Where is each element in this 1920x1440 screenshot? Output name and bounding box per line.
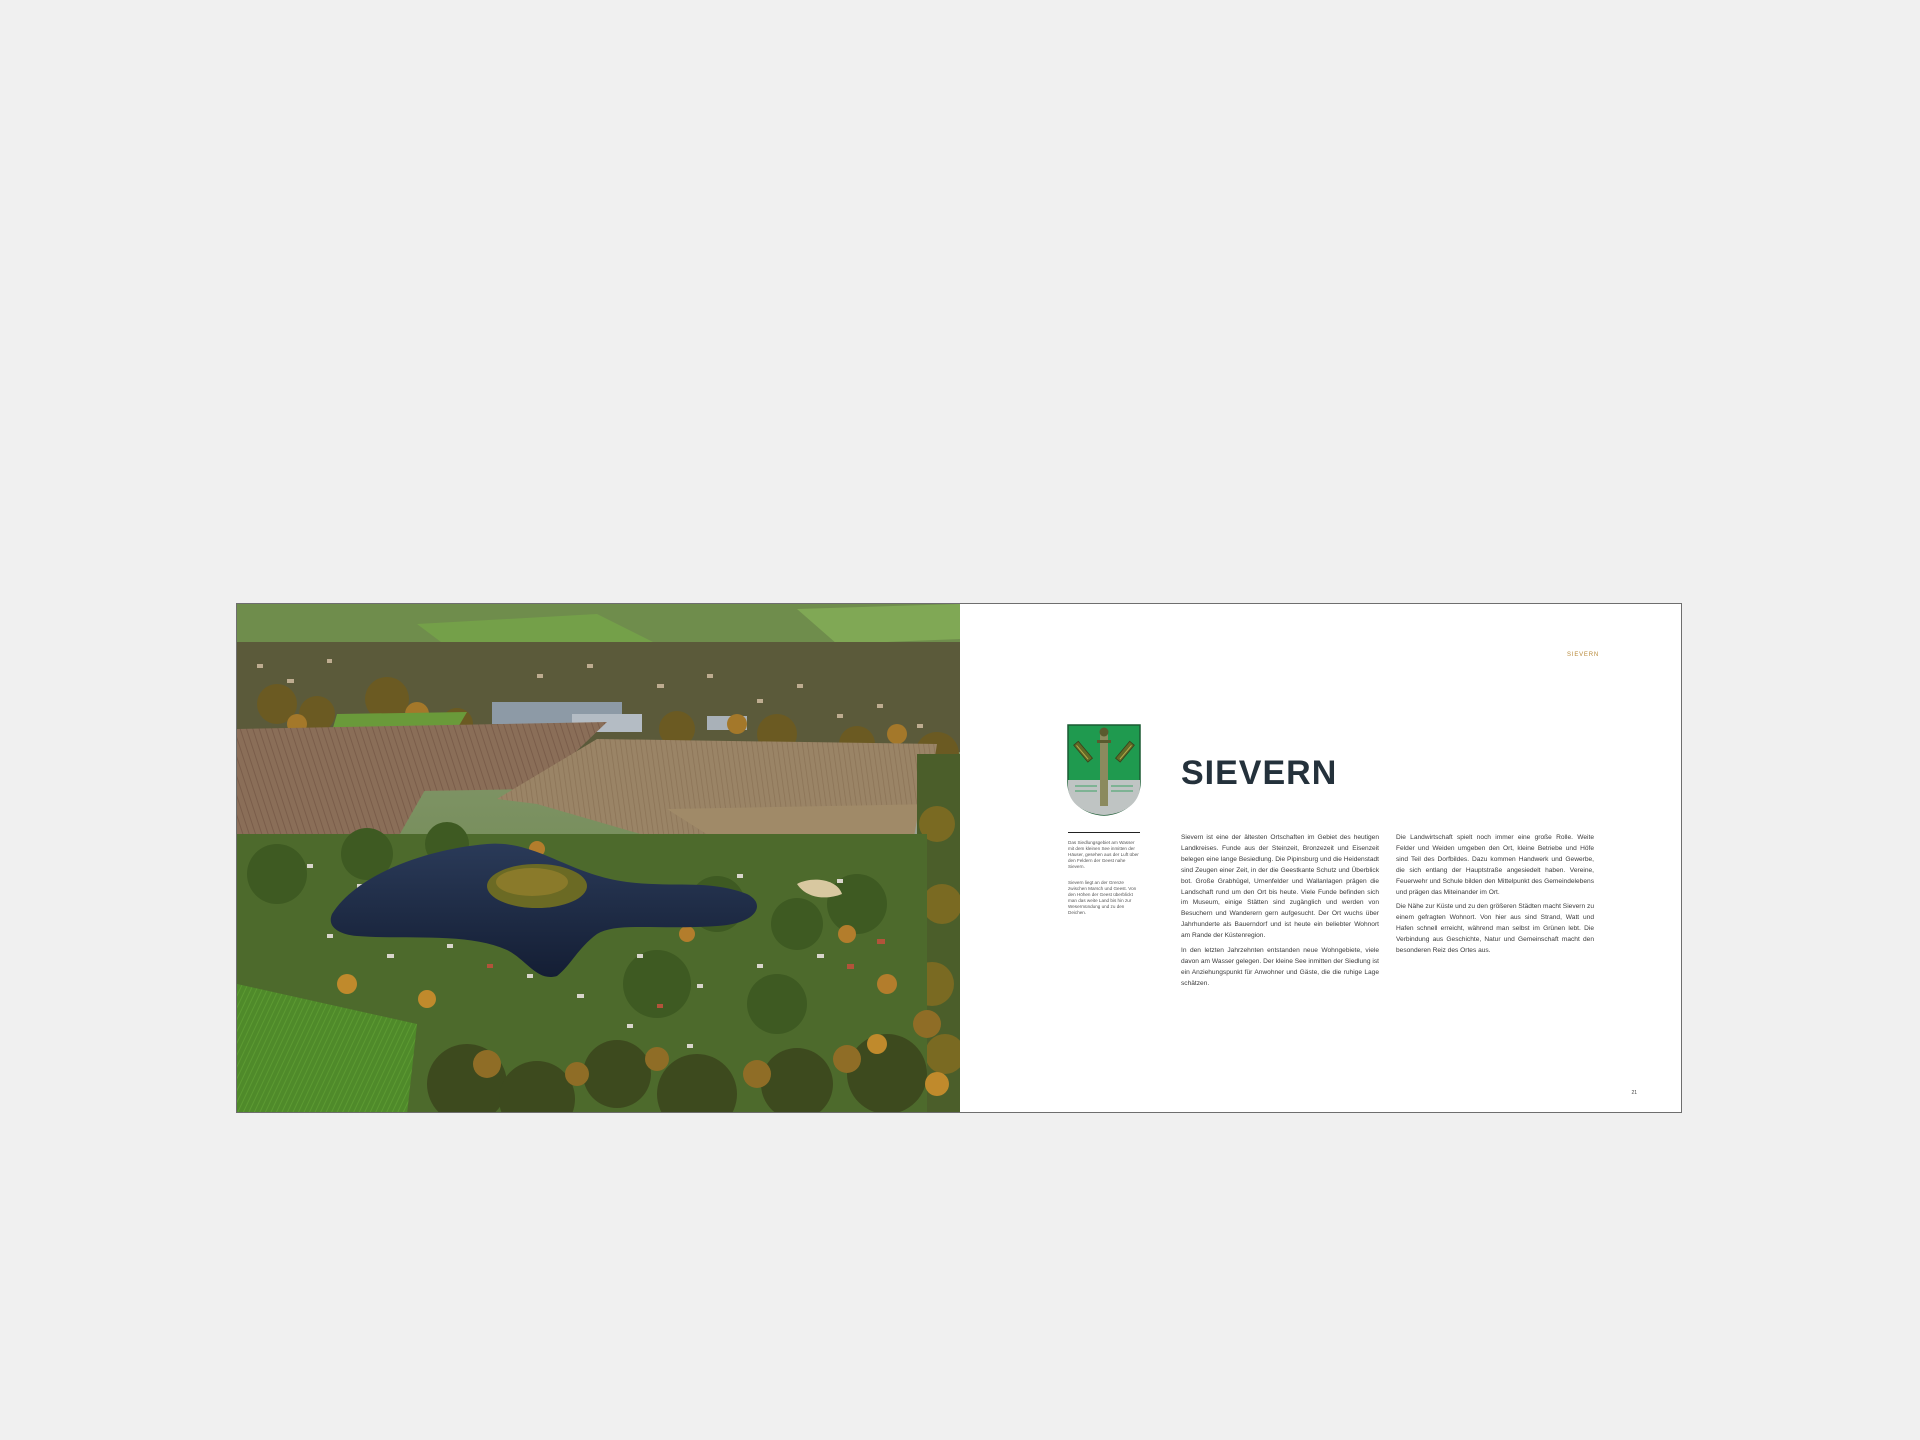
sidebar-paragraph: Das Siedlungsgebiet am Wasser mit dem kleinen See inmitten der Häuser, gesehen aus der Luft über den Feldern der Geest nahe Sievern. [1068, 840, 1139, 869]
body-paragraph: In den letzten Jahrzehnten entstanden neue Wohngebiete, viele davon am Wasser gelegen. Der kleine See inmitten der Siedlung ist ein Anziehungspunkt für Anwohner und Gäste, die die ruhige Lage schätzen. [1181, 947, 1379, 987]
page-title: SIEVERN [1181, 754, 1338, 792]
body-paragraph: Die Nähe zur Küste und zu den größeren Städten macht Sievern zu einem gefragten Wohnort. Von hier aus sind Strand, Watt und Hafen schnell erreicht, während man selbst im Grünen lebt. Die Verbindung aus Geschichte, Natur und Gemeinschaft macht den besonderen Reiz des Ortes aus. [1396, 903, 1594, 955]
coat-of-arms-icon [1067, 724, 1141, 816]
body-column-2 [1396, 833, 1594, 961]
body-paragraph: Die Landwirtschaft spielt noch immer eine große Rolle. Weite Felder und Weiden umgeben den Ort, kleine Betriebe und Höfe sind Teil des Dorfbildes. Dazu kommen Handwerk und Gewerbe, die sich entlang der Hauptstraße angesiedelt haben. Vereine, Feuerwehr und Schule bilden den Mittelpunkt des Gemeindelebens und prägen das Miteinander im Ort. [1396, 834, 1594, 896]
text-page [960, 604, 1681, 1112]
aerial-photo [237, 604, 960, 1112]
aerial-photo-illustration [237, 604, 960, 1112]
sidebar-caption [1068, 840, 1140, 926]
page-number: 21 [1631, 1090, 1637, 1096]
sidebar-paragraph: Sievern liegt an der Grenze zwischen Marsch und Geest. Von den Höhen der Geest überblickt man das weite Land bis hin zur Wesermündung und zu den Deichen. [1068, 880, 1137, 915]
book-spread [236, 603, 1682, 1113]
running-head: SIEVERN [1567, 652, 1599, 658]
sidebar-divider [1068, 832, 1140, 833]
body-column-1 [1181, 833, 1379, 994]
body-paragraph: Sievern ist eine der ältesten Ortschaften im Gebiet des heutigen Landkreises. Funde aus der Steinzeit, Bronzezeit und Eisenzeit belegen eine lange Besiedlung. Die Pipinsburg und die Heidenstadt sind Zeugen einer Zeit, in der die Geestkante Schutz und Überblick bot. Große Grabhügel, Urnenfelder und Wallanlagen prägen die Landschaft rund um den Ort bis heute. Viele Funde befinden sich im Museum, einige Stätten sind zugänglich und werden von Besuchern und Wanderern gern aufgesucht. Der Ort wuchs über Jahrhunderte als Bauerndorf und ist heute ein beliebter Wohnort am Rande der Küstenregion. [1181, 834, 1379, 940]
